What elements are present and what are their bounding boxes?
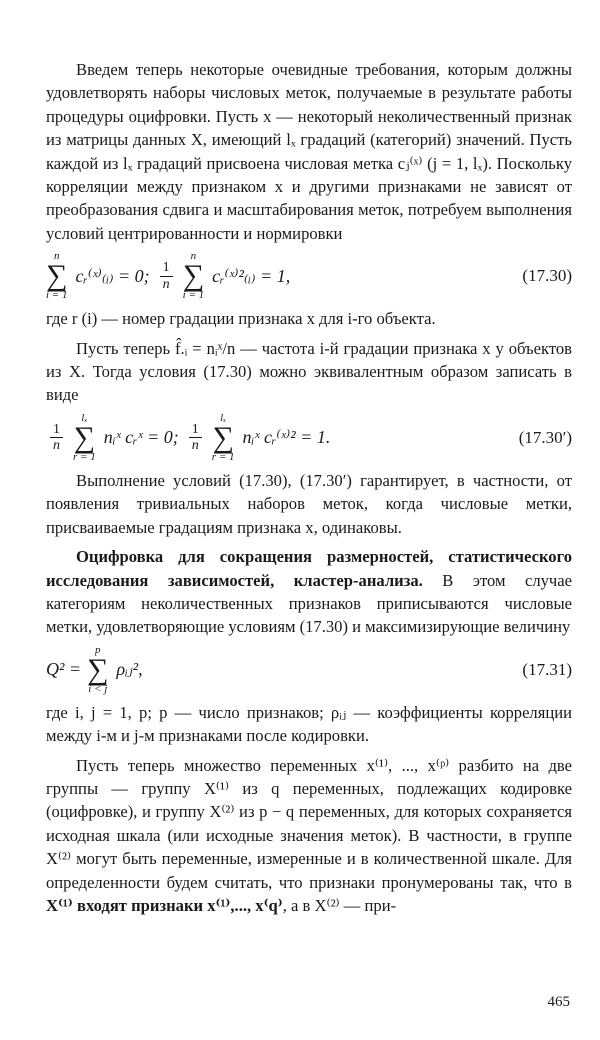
paragraph-4: Выполнение условий (17.30), (17.30′) гарантирует, в частности, от появления тривиальных наборов меток, когда числовые метки, присваиваемые градациям признака x, одинаковы. (46, 470, 572, 537)
sum-lower-limit: i = 1 (182, 289, 205, 302)
summation-1: lₓ ∑ r = 1 (73, 411, 96, 463)
paragraph-1: Введем теперь некоторые очевидные требования, которым должны удовлетворять наборы числовых меток, получаемые в результате работы процедуры оцифровки. Пусть x — некоторый неколичественный признак из матрицы данных X, имеющий lₓ градаций (категорий) значений. Пусть каждой из lₓ градаций присвоена числовая метка cⱼ⁽ˣ⁾ (j = 1, lₓ). Поскольку корреляции между признаком x и другими признаками не зависят от преобразования сдвига и масштабирования меток, потребуем выполнения условий центрированности и нормировки (46, 60, 572, 243)
fraction-numerator: 1 (189, 422, 202, 438)
equation-17-31 (46, 639, 572, 701)
sum-upper-limit: n (53, 250, 60, 263)
sum-upper-limit: lₓ (220, 411, 227, 424)
sum-lower-limit: i < j (88, 682, 108, 695)
sum-lower-limit: i = 1 (46, 289, 68, 302)
fraction-numerator: 1 (50, 422, 63, 438)
paragraph-7-end: , а в X⁽²⁾ — при- (282, 895, 397, 915)
section-heading: Оцифровка для сокращения размерностей, статистического исследования зависимостей, кластер-анализа. (46, 547, 572, 590)
fraction-denominator: n (53, 438, 60, 454)
sum-lower-limit: r = 1 (73, 450, 96, 463)
summation-2: lₓ ∑ r = 1 (211, 411, 235, 463)
equation-term: nᵢˣ cᵣˣ = 0; (103, 427, 179, 448)
sum-upper-limit: n (190, 250, 197, 263)
paragraph-5-text: В этом случае категориям неколичественных признаков приписываются числовые метки, удовлетворяющие условиям (17.30) и максимизирующие величину (46, 570, 572, 637)
paragraph-5 (46, 545, 572, 639)
fraction-numerator: 1 (160, 260, 173, 276)
equation-number: (17.30′) (518, 427, 572, 447)
fraction (160, 260, 173, 292)
sum-upper-limit: lₓ (81, 411, 88, 424)
equation-term: cᵣ⁽ˣ⁾₍ᵢ₎ = 0; (75, 265, 150, 286)
summation: p ∑ i < j (87, 643, 109, 695)
equation-number: (17.30) (522, 266, 572, 286)
summation-1: n ∑ i = 1 (46, 250, 68, 302)
equation-number: (17.31) (522, 659, 572, 679)
paragraph-3: Пусть теперь f̂.ᵢ = nᵢˣ/n — частота i-й градации признака x у объектов из X. Тогда условия (17.30) можно эквивалентным образом записать в виде (46, 338, 572, 405)
equation-term: nᵢˣ cᵣ⁽ˣ⁾² = 1. (242, 427, 331, 448)
paragraph-7 (46, 754, 572, 918)
paragraph-6: где i, j = 1, p; p — число признаков; ρᵢⱼ — коэффициенты корреляции между i-м и j-м признаками после кодировки. (46, 702, 572, 746)
fraction-denominator: n (191, 438, 199, 454)
fraction (50, 422, 63, 454)
sum-upper-limit: p (94, 643, 101, 656)
equation-17-30-prime (46, 407, 572, 469)
paragraph-7-bold: X⁽¹⁾ входят признаки x⁽¹⁾,..., x⁽q⁾ (46, 895, 283, 915)
fraction-denominator: n (162, 276, 170, 292)
equation-17-30 (46, 245, 572, 307)
equation-lhs: Q² = (46, 659, 82, 680)
equation-term: cᵣ⁽ˣ⁾²₍ᵢ₎ = 1, (212, 265, 291, 286)
page-number: 465 (547, 994, 570, 1010)
fraction (189, 422, 202, 454)
page-body (46, 58, 572, 917)
equation-term: ρᵢⱼ², (116, 659, 143, 680)
paragraph-7-text: Пусть теперь множество переменных x⁽¹⁾, ..., x⁽ᵖ⁾ разбито на две группы — группу X⁽¹⁾ из q переменных, подлежащих кодировке (оцифровке), и группу X⁽²⁾ из p − q переменных, для которых сохраняется исходная шкала (или исходные значения меток). В частности, в группе X⁽²⁾ могут быть переменные, измеренные и в количественной шкале. Для определенности будем считать, что признаки пронумерованы так, что в (46, 755, 572, 892)
sum-lower-limit: r = 1 (211, 450, 235, 463)
summation-2: n ∑ i = 1 (182, 250, 205, 302)
paragraph-2: где r (i) — номер градации признака x для i-го объекта. (46, 309, 436, 329)
